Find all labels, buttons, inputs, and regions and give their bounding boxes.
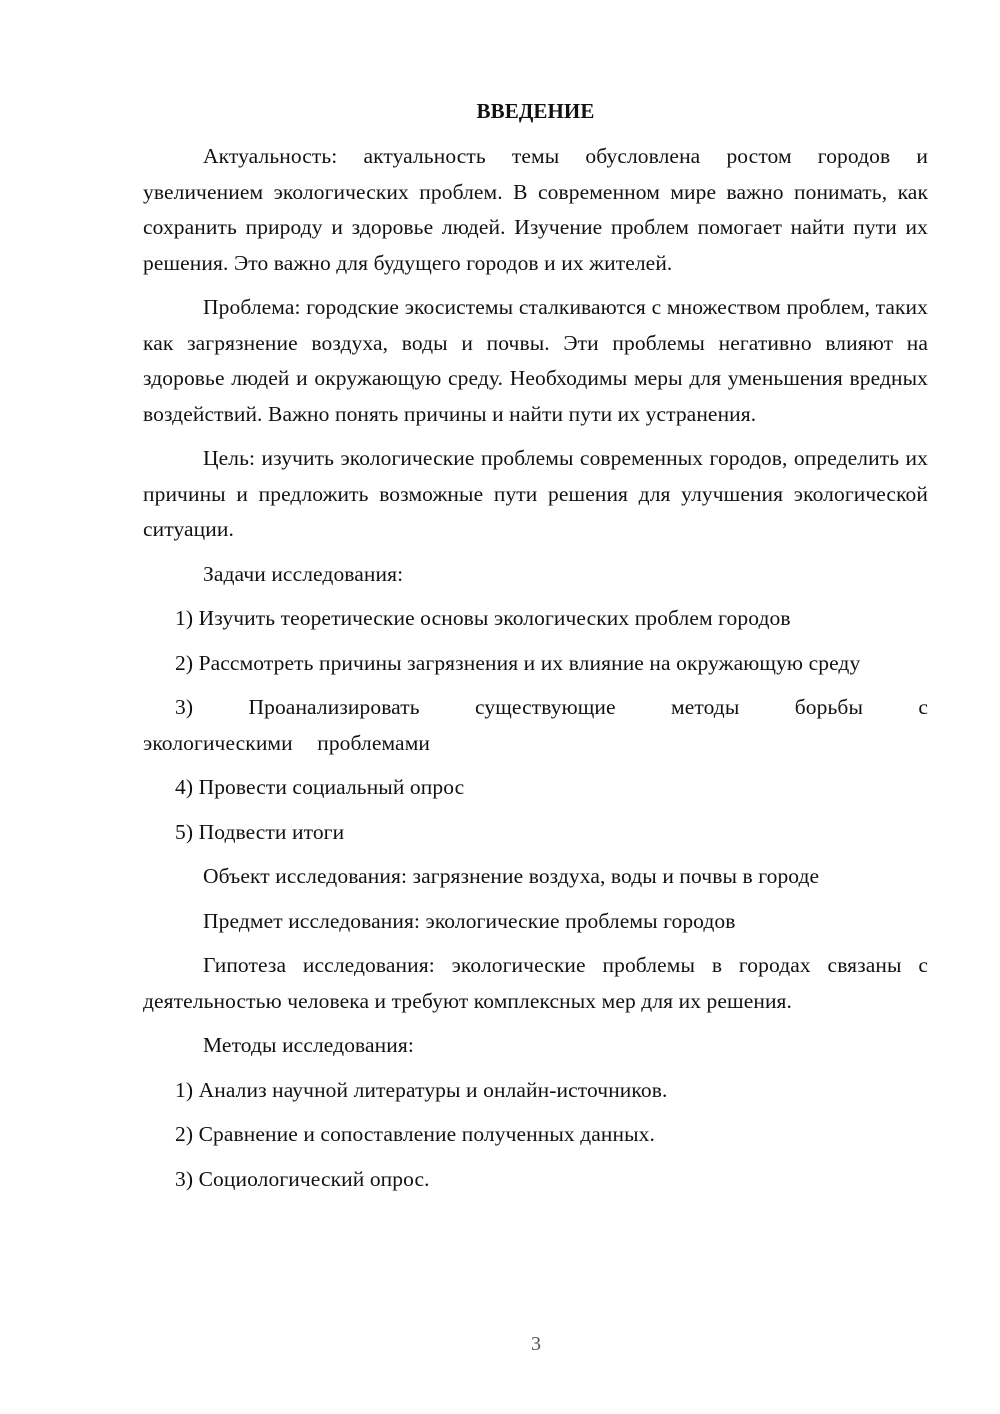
subject-paragraph: Предмет исследования: экологические проблемы городов xyxy=(203,908,736,933)
method-item-1: 1) Анализ научной литературы и онлайн-источников. xyxy=(175,1077,668,1102)
task-item-4: 4) Провести социальный опрос xyxy=(175,775,465,799)
page-number: 3 xyxy=(531,1333,541,1355)
document-page xyxy=(143,94,928,1206)
methods-heading: Методы исследования: xyxy=(203,1033,414,1057)
task-item-3: 3) Проанализировать существующие методы борьбы с экологическими проблемами xyxy=(143,695,928,755)
page-title: ВВЕДЕНИЕ xyxy=(476,99,595,123)
method-item-2: 2) Сравнение и сопоставление полученных данных. xyxy=(175,1122,655,1146)
task-item-1: 1) Изучить теоретические основы экологических проблем городов xyxy=(175,606,791,630)
object-paragraph: Объект исследования: загрязнение воздуха, воды и почвы в городе xyxy=(203,864,820,888)
goal-paragraph: Цель: изучить экологические проблемы современных городов, определить их причины и предложить возможные пути решения для улучшения экологической ситуации. xyxy=(143,446,928,541)
method-item-3: 3) Социологический опрос. xyxy=(175,1166,430,1191)
task-item-2: 2) Рассмотреть причины загрязнения и их влияние на окружающую среду xyxy=(175,650,861,675)
problem-paragraph: Проблема: городские экосистемы сталкиваются с множеством проблем, таких как загрязнение воздуха, воды и почвы. Эти проблемы негативно влияют на здоровье людей и окружающую среду. Необходимы меры для уменьшения вредных воздействий. Важно понять причины и найти пути их устранения. xyxy=(143,295,928,426)
relevance-paragraph: Актуальность: актуальность темы обусловлена ростом городов и увеличением экологических проблем. В современном мире важно понимать, как сохранить природу и здоровье людей. Изучение проблем помогает найти пути их решения. Это важно для будущего городов и их жителей. xyxy=(143,144,928,275)
tasks-heading: Задачи исследования: xyxy=(203,561,404,586)
hypothesis-paragraph: Гипотеза исследования: экологические проблемы в городах связаны с деятельностью человека и требуют комплексных мер для их решения. xyxy=(143,953,928,1013)
task-item-5: 5) Подвести итоги xyxy=(175,819,345,844)
